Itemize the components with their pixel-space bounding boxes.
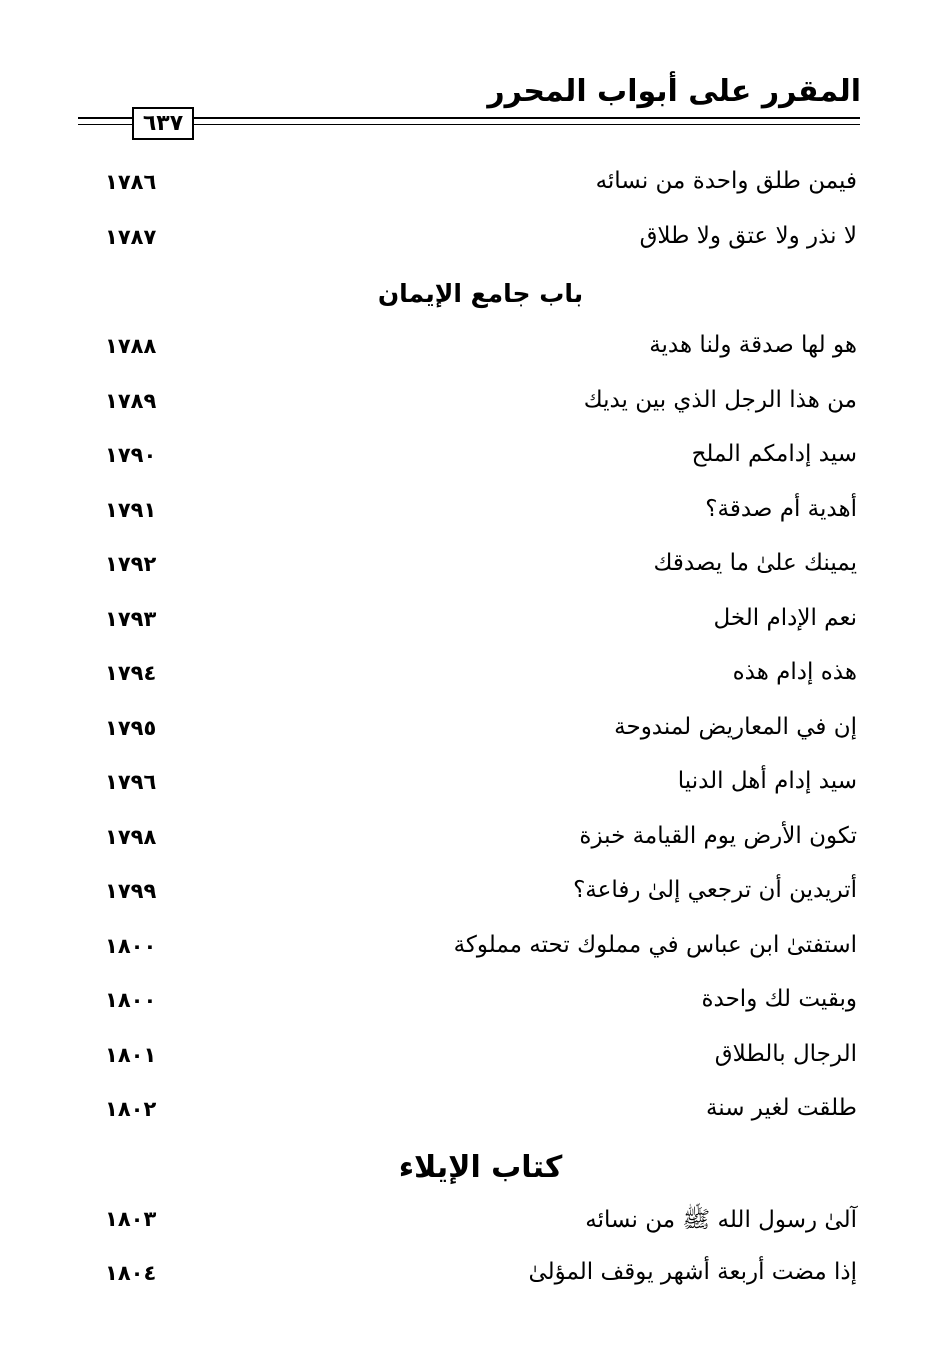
index-entry xyxy=(0,978,933,1033)
entry-title: سيد إدام أهل الدنيا xyxy=(677,768,857,794)
heading-text: كتاب الإيلاء xyxy=(398,1149,563,1185)
page-number: ٦٣٧ xyxy=(132,107,194,140)
entry-title: سيد إدامكم الملح xyxy=(691,441,857,467)
entry-title: لا نذر ولا عتق ولا طلاق xyxy=(639,222,857,249)
entry-title: هذه إدام هذه xyxy=(732,659,857,685)
index-entry xyxy=(0,379,933,434)
entry-title: الرجال بالطلاق xyxy=(714,1040,857,1067)
index-entry xyxy=(0,160,933,215)
running-header-title: المقرر على أبواب المحرر xyxy=(487,74,861,109)
index-entry xyxy=(0,597,933,652)
entry-number: ١٧٩٢ xyxy=(105,552,157,576)
entry-title: أهدية أم صدقة؟ xyxy=(705,495,857,522)
entry-number: ١٧٩٨ xyxy=(105,824,157,849)
header-rule-thin xyxy=(78,124,860,125)
index-entry xyxy=(0,760,933,815)
entry-title: يمينك علىٰ ما يصدقك xyxy=(653,550,857,576)
index-entry xyxy=(0,924,933,979)
entry-number: ١٨٠٢ xyxy=(105,1097,157,1121)
entry-number: ١٨٠٣ xyxy=(105,1206,157,1231)
entry-title: فيمن طلق واحدة من نسائه xyxy=(595,168,857,194)
index-entry xyxy=(0,706,933,761)
index-entry xyxy=(0,542,933,597)
index-list xyxy=(0,160,933,1306)
entry-number: ١٧٩١ xyxy=(105,497,157,522)
entry-title: هو لها صدقة ولنا هدية xyxy=(649,332,857,358)
entry-title: أتريدين أن ترجعي إلىٰ رفاعة؟ xyxy=(573,877,857,903)
entry-number: ١٧٩٤ xyxy=(105,661,157,685)
index-entry xyxy=(0,651,933,706)
entry-number: ١٧٩٦ xyxy=(105,770,157,794)
entry-number: ١٧٨٧ xyxy=(105,224,157,249)
entry-title: نعم الإدام الخل xyxy=(713,604,857,631)
index-entry xyxy=(0,815,933,870)
index-entry xyxy=(0,1033,933,1088)
index-entry xyxy=(0,1197,933,1252)
heading-text: باب جامع الإيمان xyxy=(377,279,584,308)
entry-title: من هذا الرجل الذي بين يديك xyxy=(583,386,857,413)
entry-number: ١٧٩٩ xyxy=(105,879,157,903)
entry-number: ١٧٩٥ xyxy=(105,715,157,740)
index-entry xyxy=(0,488,933,543)
book-heading xyxy=(0,1142,933,1197)
index-entry xyxy=(0,1087,933,1142)
entry-number: ١٨٠٠ xyxy=(105,988,157,1012)
entry-title: تكون الأرض يوم القيامة خبزة xyxy=(579,822,857,849)
index-entry xyxy=(0,215,933,270)
header-rule xyxy=(78,117,860,119)
entry-number: ١٨٠٤ xyxy=(105,1261,157,1285)
index-entry xyxy=(0,324,933,379)
entry-title: آلىٰ رسول الله ﷺ من نسائه xyxy=(585,1206,857,1233)
index-entry xyxy=(0,433,933,488)
entry-number: ١٧٨٩ xyxy=(105,388,157,413)
entry-number: ١٧٩٠ xyxy=(105,443,157,467)
entry-number: ١٧٨٨ xyxy=(105,334,157,358)
entry-number: ١٨٠٠ xyxy=(105,933,157,958)
index-entry xyxy=(0,869,933,924)
entry-number: ١٧٩٣ xyxy=(105,606,157,631)
chapter-heading xyxy=(0,269,933,324)
entry-number: ١٧٨٦ xyxy=(105,170,157,194)
entry-title: استفتىٰ ابن عباس في مملوك تحته مملوكة xyxy=(453,931,857,958)
index-entry xyxy=(0,1251,933,1306)
entry-title: إن في المعاريض لمندوحة xyxy=(614,713,857,740)
entry-title: وبقيت لك واحدة xyxy=(701,986,857,1012)
entry-number: ١٨٠١ xyxy=(105,1042,157,1067)
entry-title: طلقت لغير سنة xyxy=(705,1095,857,1121)
entry-title: إذا مضت أربعة أشهر يوقف المؤلىٰ xyxy=(528,1259,857,1285)
